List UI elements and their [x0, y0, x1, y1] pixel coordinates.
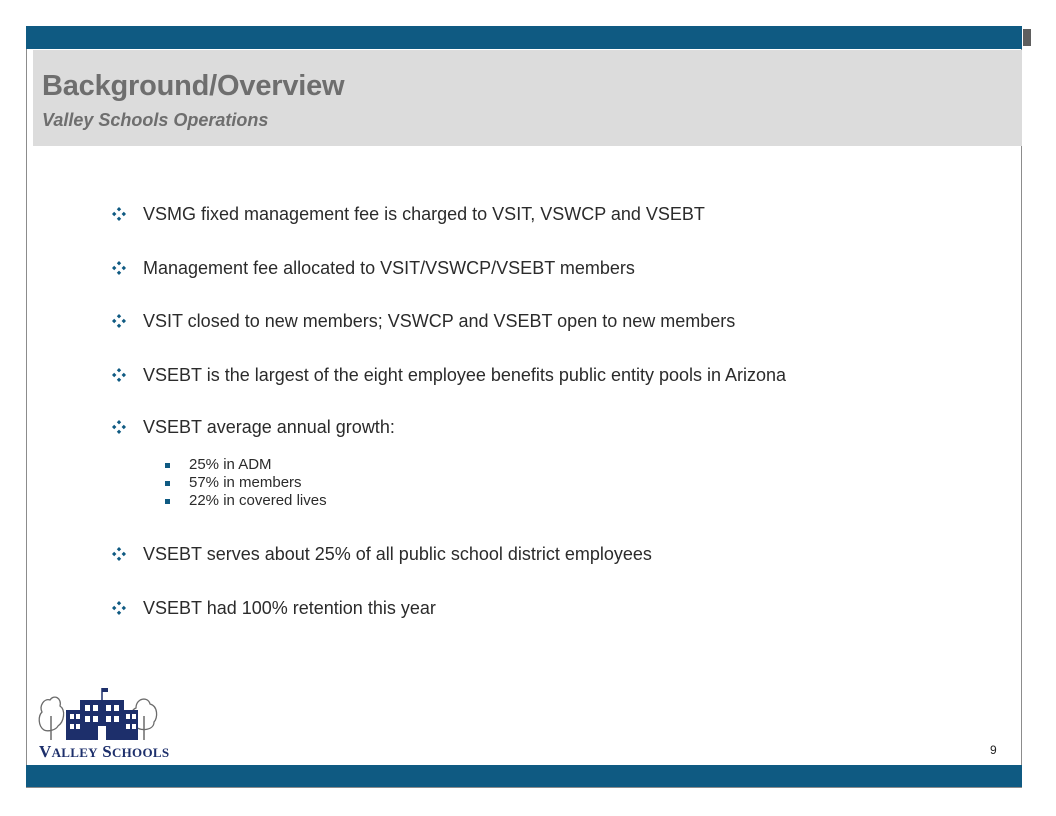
diamond-bullet-icon — [112, 261, 126, 275]
bullet-text: VSEBT had 100% retention this year — [143, 597, 436, 618]
bullet-item — [112, 362, 786, 388]
sub-bullet-text: 25% in ADM — [189, 456, 272, 473]
square-bullet-icon — [165, 463, 170, 468]
sub-bullet-item — [165, 456, 272, 473]
top-accent-bar — [26, 26, 1022, 49]
diamond-bullet-icon — [112, 207, 126, 221]
sub-bullet-text: 57% in members — [189, 474, 302, 491]
diamond-bullet-icon — [112, 420, 126, 434]
diamond-bullet-icon — [112, 601, 126, 615]
bullet-text: VSIT closed to new members; VSWCP and VSEBT open to new members — [143, 310, 736, 331]
bullet-item — [112, 255, 635, 281]
bullet-item — [112, 201, 705, 227]
diamond-bullet-icon — [112, 368, 126, 382]
top-bar-tab — [1023, 29, 1031, 46]
sub-bullet-text: 22% in covered lives — [189, 492, 327, 509]
bullet-text: VSEBT average annual growth: — [143, 416, 395, 437]
page-number: 9 — [990, 743, 997, 757]
bullet-text: VSEBT serves about 25% of all public school district employees — [143, 543, 652, 564]
diamond-bullet-icon — [112, 547, 126, 561]
slide-subtitle: Valley Schools Operations — [42, 110, 269, 130]
square-bullet-icon — [165, 499, 170, 504]
bullet-text: VSMG fixed management fee is charged to VSIT, VSWCP and VSEBT — [143, 203, 705, 224]
bullet-text: VSEBT is the largest of the eight employee benefits public entity pools in Arizona — [143, 364, 787, 385]
bullet-item — [112, 595, 436, 621]
logo-wordmark: VALLEY SCHOOLS — [39, 742, 170, 761]
bottom-accent-bar — [26, 765, 1022, 787]
square-bullet-icon — [165, 481, 170, 486]
diamond-bullet-icon — [112, 314, 126, 328]
sub-bullet-item — [165, 492, 327, 509]
bullet-item — [112, 541, 652, 567]
slide-title: Background/Overview — [42, 70, 345, 102]
bullet-text: Management fee allocated to VSIT/VSWCP/VSEBT members — [143, 257, 635, 278]
bullet-item — [112, 414, 395, 440]
sub-bullet-item — [165, 474, 302, 491]
bullet-item — [112, 308, 735, 334]
school-building-logo-icon — [36, 686, 162, 742]
